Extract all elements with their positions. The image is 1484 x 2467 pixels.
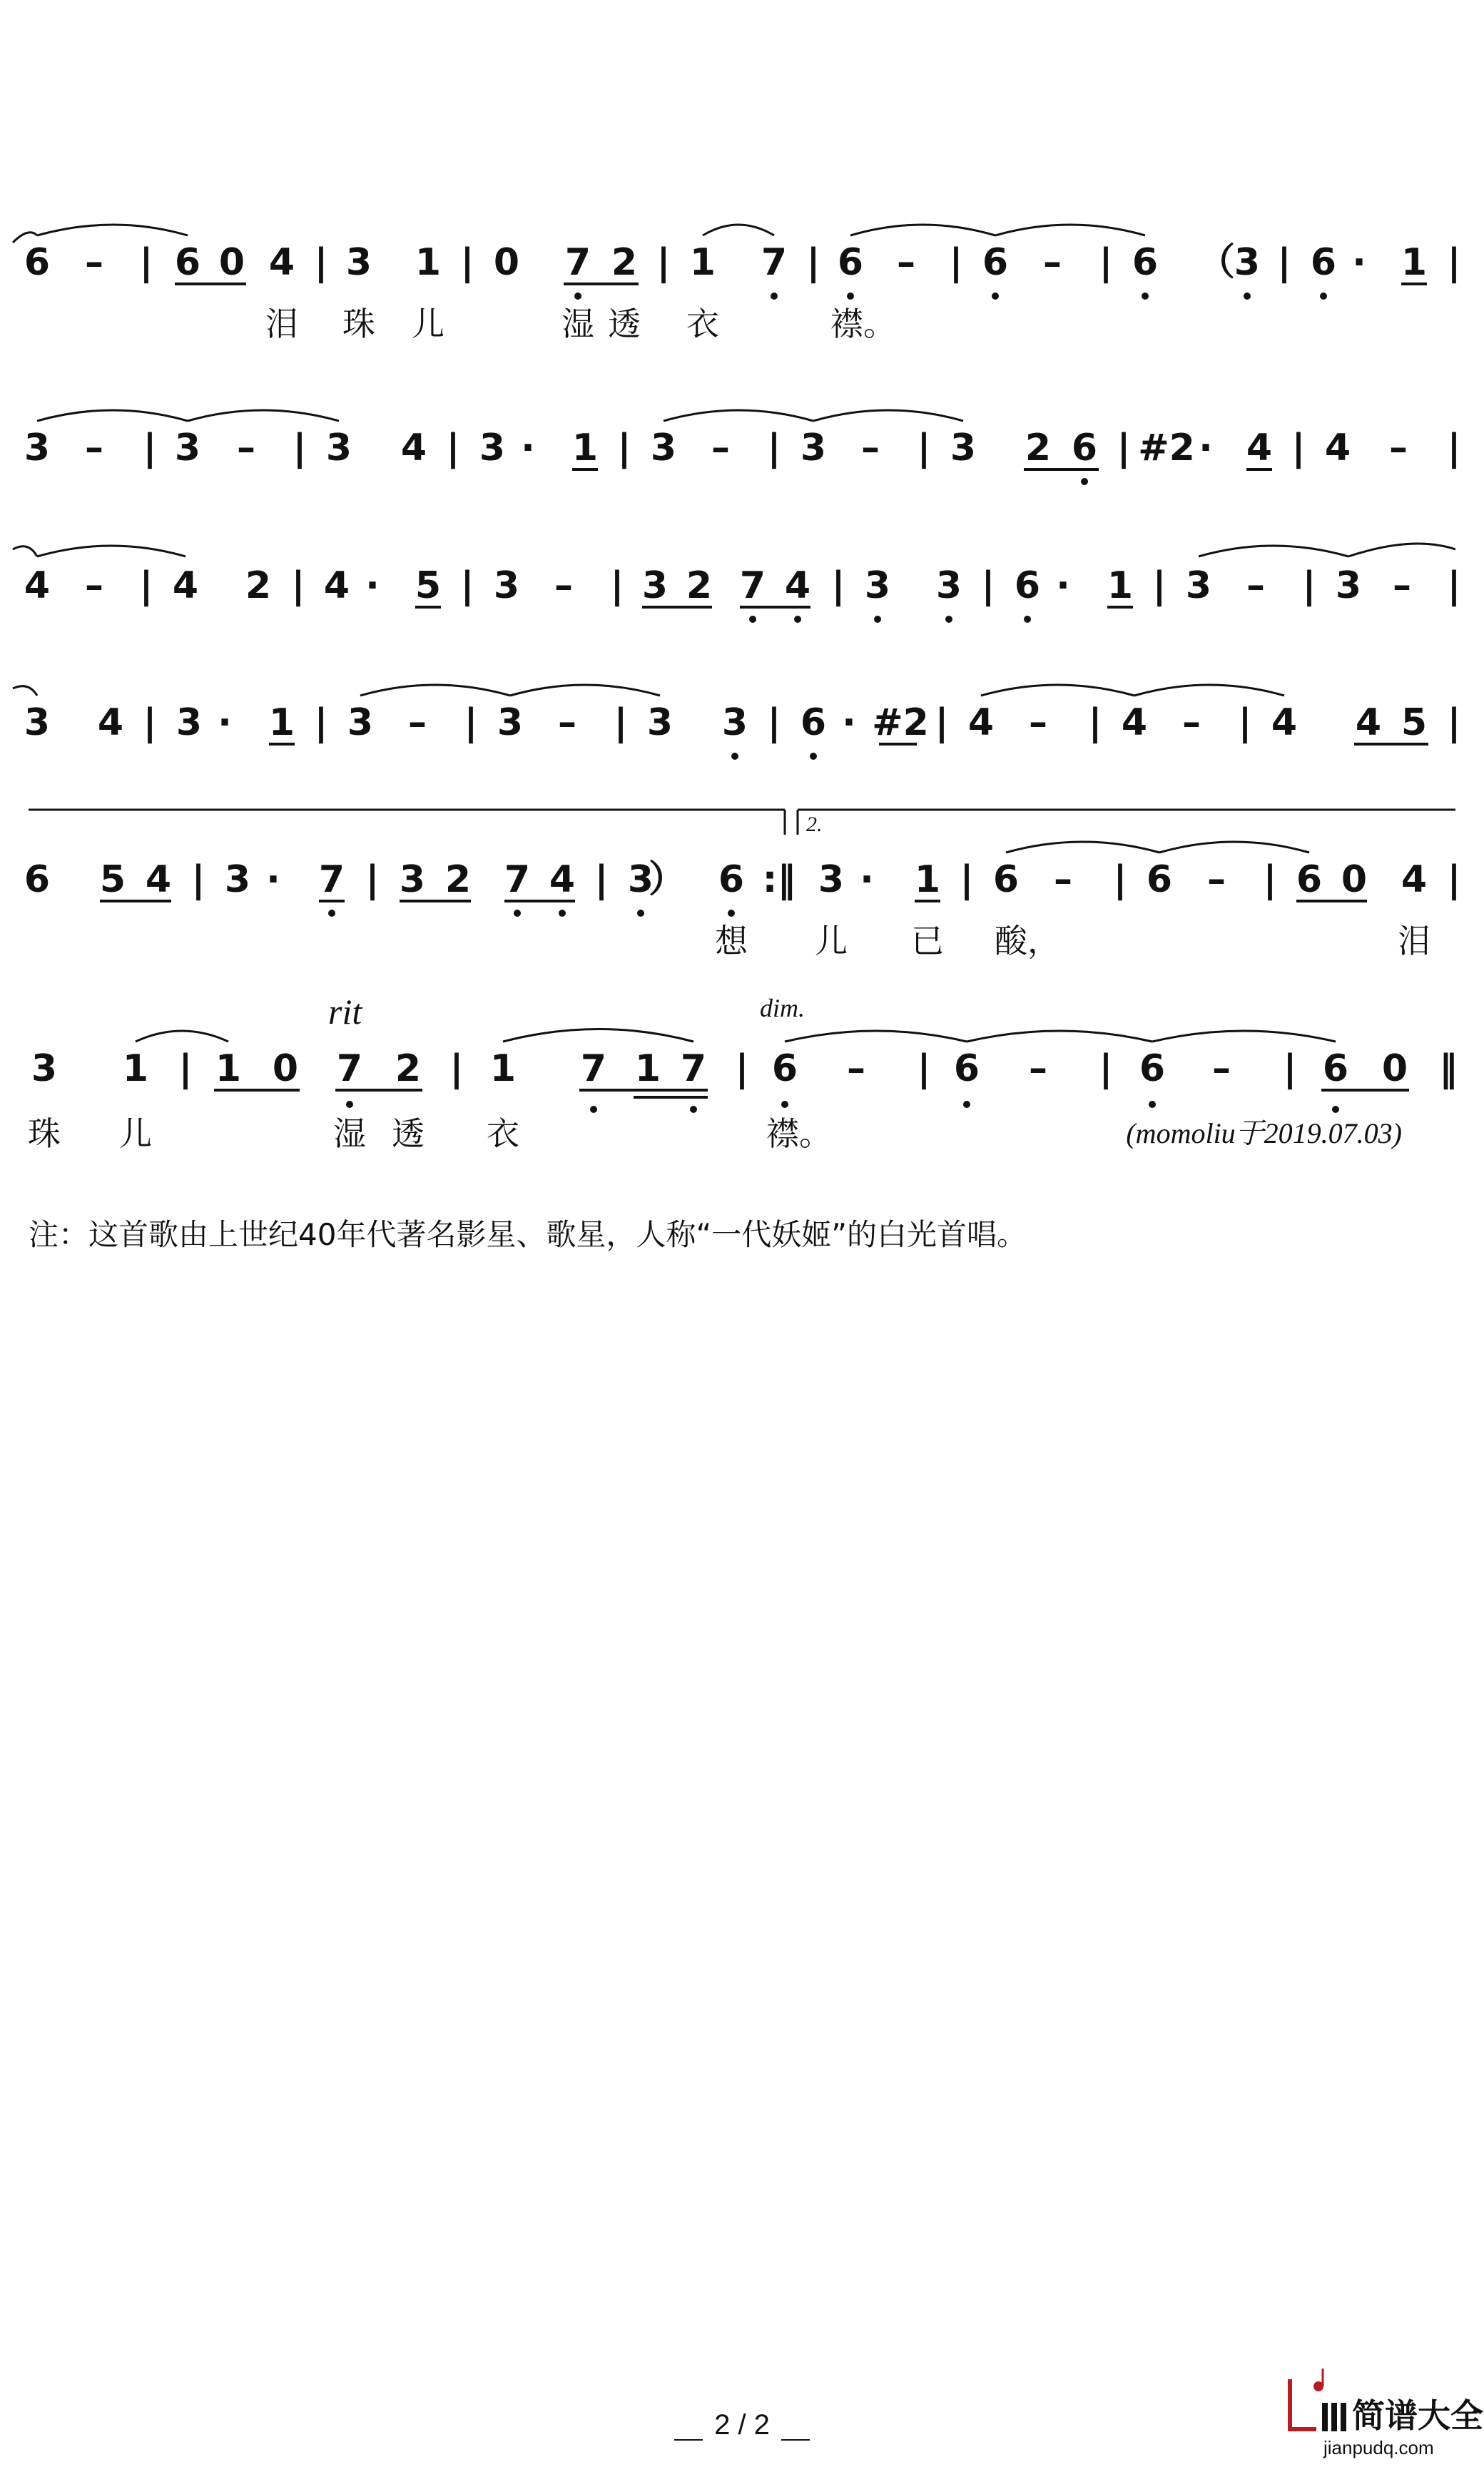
note: 3 [347, 701, 374, 744]
lyric: 儿 [412, 305, 444, 343]
barline: | [767, 701, 781, 744]
note: 6 [1132, 241, 1159, 284]
tie [981, 685, 1134, 696]
octave-dot [847, 293, 854, 300]
barline: | [365, 858, 380, 901]
volta-label: 2. [806, 813, 823, 836]
octave-dot [637, 910, 644, 917]
lyric: 泪 [1398, 922, 1430, 960]
dash: – [85, 241, 103, 284]
octave-dot [1081, 478, 1088, 485]
barline: | [617, 427, 631, 469]
note: 6 [1296, 858, 1323, 901]
sharp-note: #2 [1138, 427, 1195, 469]
lyric: 儿 [119, 1114, 152, 1153]
note: 0 [272, 1047, 299, 1090]
barline: | [449, 1047, 464, 1090]
note: 3 [641, 564, 669, 607]
tie [503, 1029, 693, 1042]
note: 6 [1310, 241, 1337, 284]
barline: | [981, 564, 995, 607]
note: 3 [497, 701, 524, 744]
octave-dot [731, 753, 738, 760]
tie [1159, 842, 1309, 853]
tie [1199, 546, 1348, 556]
dash: – [1212, 1047, 1231, 1090]
barline: | [594, 858, 609, 901]
paren: （ [1197, 241, 1236, 284]
footnote: 注：这首歌由上世纪40年代著名影星、歌星，人称“一代妖姬”的白光首唱。 [29, 1217, 1027, 1252]
barline: | [1113, 858, 1127, 901]
dash: – [711, 427, 730, 469]
tie [1006, 842, 1159, 853]
barline: | [314, 241, 328, 284]
tie [188, 410, 339, 421]
dash: – [847, 1047, 865, 1090]
lyric: 湿 [561, 305, 594, 343]
note: 3 [24, 427, 51, 469]
note: 3 [646, 701, 674, 744]
barline: | [178, 1047, 193, 1090]
note: 4 [97, 701, 124, 744]
dash: – [237, 427, 255, 469]
note: 6 [1322, 1047, 1349, 1090]
note: 2 [444, 858, 472, 901]
note: 3 [1234, 241, 1261, 284]
dash: – [1182, 701, 1201, 744]
note: 7 [336, 1047, 363, 1090]
note: 4 [967, 701, 995, 744]
barline: | [806, 241, 820, 284]
tie [13, 546, 37, 556]
note: 1 [489, 1047, 517, 1090]
dash: – [897, 241, 915, 284]
barline: | [935, 701, 949, 744]
barline: | [1238, 701, 1252, 744]
note: 0 [218, 241, 245, 284]
barline: | [139, 564, 153, 607]
note: 1 [634, 1047, 661, 1090]
system-3 [13, 544, 1461, 623]
note: 3 [627, 858, 654, 901]
repeat-end: :‖ [762, 858, 796, 901]
barline: | [735, 1047, 749, 1090]
note: 6 [718, 858, 745, 901]
dash: – [1043, 241, 1062, 284]
site-logo [1290, 2369, 1483, 2458]
tie [13, 686, 37, 696]
note: 7 [580, 1047, 607, 1090]
octave-dot [328, 910, 335, 917]
dash: – [554, 564, 573, 607]
barline: | [1447, 427, 1461, 469]
note: 4 [1271, 701, 1298, 744]
note: 6 [24, 241, 51, 284]
system-1 [13, 225, 1461, 343]
logo-name: 简谱大全 [1352, 2396, 1483, 2435]
lyric: 透 [392, 1114, 425, 1153]
tie [37, 410, 188, 421]
lyric: 酸， [995, 922, 1060, 960]
note: 4 [1401, 858, 1428, 901]
dot: · [860, 858, 874, 901]
barline: | [143, 427, 157, 469]
note: 1 [268, 701, 295, 744]
note: 4 [323, 564, 350, 607]
barline: | [960, 858, 974, 901]
octave-dot [749, 616, 756, 623]
system-2 [24, 410, 1461, 485]
octave-dot [590, 1106, 597, 1113]
barline: | [1088, 701, 1102, 744]
barline: | [949, 241, 963, 284]
barline: | [464, 701, 478, 744]
note: 3 [174, 427, 201, 469]
octave-dot [771, 293, 778, 300]
paren: ） [648, 858, 686, 901]
dash: – [85, 427, 103, 469]
barline: | [293, 427, 307, 469]
note: 6 [1139, 1047, 1166, 1090]
dot: · [1352, 241, 1366, 284]
octave-dot [1142, 293, 1149, 300]
note: 1 [689, 241, 716, 284]
note: 6 [24, 858, 51, 901]
note: 3 [493, 564, 520, 607]
lyric: 透 [608, 305, 641, 343]
dash: – [558, 701, 576, 744]
note: 4 [1355, 701, 1382, 744]
note: 4 [400, 427, 427, 469]
barline: | [191, 858, 205, 901]
lyric: 珠 [342, 305, 375, 343]
octave-dot [574, 293, 581, 300]
note: 6 [771, 1047, 798, 1090]
lyric: 衣 [686, 305, 719, 343]
note: 4 [1246, 427, 1273, 469]
note: 6 [837, 241, 864, 284]
dash: – [1246, 564, 1265, 607]
barline: | [767, 427, 781, 469]
note: 3 [399, 858, 426, 901]
page-footer [674, 2409, 810, 2441]
tie [1134, 685, 1284, 696]
dash: – [1054, 858, 1072, 901]
note: 7 [318, 858, 345, 901]
barline: | [1277, 241, 1291, 284]
octave-dot [1320, 293, 1327, 300]
barline: | [291, 564, 305, 607]
tie [37, 225, 188, 235]
barline: | [614, 701, 628, 744]
logo-url: jianpudq.com [1323, 2437, 1434, 2458]
note: 1 [571, 427, 599, 469]
barline: | [917, 427, 931, 469]
note: 6 [992, 858, 1020, 901]
note: 3 [1185, 564, 1212, 607]
note: 6 [800, 701, 827, 744]
note: 3 [800, 427, 827, 469]
note: 2 [686, 564, 713, 607]
note: 5 [99, 858, 126, 901]
note: 7 [564, 241, 591, 284]
note: 4 [145, 858, 172, 901]
note: 3 [325, 427, 352, 469]
dash: – [1207, 858, 1226, 901]
octave-dot [1024, 616, 1031, 623]
tie [703, 225, 774, 235]
dash: – [1393, 564, 1411, 607]
note: 4 [549, 858, 576, 901]
note: 0 [493, 241, 520, 284]
barline: | [917, 1047, 931, 1090]
note: 1 [415, 241, 442, 284]
note: 0 [1381, 1047, 1408, 1090]
octave-dot [992, 293, 999, 300]
barline: | [1447, 858, 1461, 901]
tie [136, 1031, 228, 1042]
tie [360, 685, 510, 696]
note: 7 [739, 564, 766, 607]
dot: · [521, 427, 535, 469]
octave-dot [346, 1101, 353, 1108]
note: 6 [982, 241, 1009, 284]
rit-marking: rit [328, 992, 362, 1032]
barline: | [314, 701, 328, 744]
tie [1152, 1031, 1336, 1042]
note: 3 [818, 858, 845, 901]
tie [813, 410, 963, 421]
note: 3 [24, 701, 51, 744]
barline: | [656, 241, 671, 284]
note: 3 [950, 427, 977, 469]
note: 3 [176, 701, 203, 744]
note: 3 [31, 1047, 58, 1090]
tie [664, 410, 813, 421]
barline: | [1263, 858, 1277, 901]
lyric: 衣 [487, 1114, 519, 1153]
note: 1 [1107, 564, 1134, 607]
piano-icon [1290, 2369, 1346, 2431]
note: 4 [268, 241, 295, 284]
dash: – [1389, 427, 1408, 469]
barline: | [1447, 701, 1461, 744]
note: 3 [650, 427, 677, 469]
note: 2 [245, 564, 272, 607]
barline: | [1447, 564, 1461, 607]
note: 1 [215, 1047, 242, 1090]
barline: | [1447, 241, 1461, 284]
transcriber-credit: (momoliu于2019.07.03) [1126, 1117, 1402, 1149]
dash: – [408, 701, 427, 744]
note: 6 [174, 241, 201, 284]
note: 5 [415, 564, 442, 607]
octave-dot [874, 616, 881, 623]
barline: | [139, 241, 153, 284]
dash: – [1029, 701, 1047, 744]
dot: · [1056, 564, 1070, 607]
barline: | [1099, 1047, 1113, 1090]
system-4 [13, 685, 1461, 760]
octave-dot [514, 910, 521, 917]
octave-dot [1149, 1101, 1156, 1108]
octave-dot [781, 1101, 788, 1108]
tie [1348, 544, 1455, 556]
dim-marking: dim. [760, 994, 805, 1022]
dot: · [218, 701, 232, 744]
dot: · [1199, 427, 1213, 469]
octave-dot [1244, 293, 1251, 300]
note: 7 [504, 858, 531, 901]
lyric: 儿 [815, 922, 848, 960]
dash: – [861, 427, 880, 469]
octave-dot [690, 1106, 697, 1113]
note: 6 [1146, 858, 1173, 901]
barline: | [1117, 427, 1131, 469]
dash: – [1029, 1047, 1047, 1090]
dot: · [842, 701, 856, 744]
dash: – [85, 564, 103, 607]
tie [785, 1031, 967, 1042]
octave-dot [1332, 1106, 1339, 1113]
lyric: 已 [911, 922, 944, 960]
note: 4 [1121, 701, 1148, 744]
barline: | [1291, 427, 1306, 469]
tie [850, 225, 995, 235]
octave-dot [963, 1101, 970, 1108]
note: 2 [611, 241, 638, 284]
tie [37, 546, 186, 556]
barline: | [460, 564, 474, 607]
note: 3 [1335, 564, 1362, 607]
tie [995, 225, 1145, 235]
page-number: 2 / 2 [714, 2409, 770, 2441]
note: 4 [24, 564, 51, 607]
dot: · [266, 858, 280, 901]
lyric: 襟。 [830, 305, 896, 343]
note: 2 [395, 1047, 422, 1090]
barline: | [1152, 564, 1167, 607]
tie [967, 1031, 1152, 1042]
note: 6 [953, 1047, 980, 1090]
final-barline: ‖ [1439, 1047, 1458, 1090]
note: 4 [784, 564, 811, 607]
note: 1 [1401, 241, 1428, 284]
octave-dot [728, 910, 735, 917]
note: 5 [1401, 701, 1428, 744]
barline: | [610, 564, 624, 607]
note: 2 [1025, 427, 1052, 469]
note: 1 [914, 858, 941, 901]
barline: | [446, 427, 460, 469]
octave-dot [794, 616, 801, 623]
note: 0 [1341, 858, 1368, 901]
sharp-note: #2 [872, 701, 929, 744]
barline: | [460, 241, 474, 284]
barline: | [1099, 241, 1113, 284]
note: 3 [864, 564, 891, 607]
barline: | [1302, 564, 1316, 607]
note: 3 [345, 241, 372, 284]
note: 7 [680, 1047, 707, 1090]
barline: | [831, 564, 845, 607]
lyric: 珠 [28, 1114, 61, 1153]
system-5 [24, 810, 1461, 960]
tie [510, 685, 660, 696]
dot: · [365, 564, 380, 607]
lyric: 想 [715, 922, 748, 960]
note: 3 [935, 564, 962, 607]
note: 4 [172, 564, 199, 607]
note: 7 [761, 241, 788, 284]
note: 3 [721, 701, 748, 744]
note: 3 [224, 858, 251, 901]
system-6 [28, 992, 1458, 1153]
note: 3 [479, 427, 506, 469]
note: 6 [1014, 564, 1041, 607]
lyric: 襟。 [766, 1114, 832, 1153]
note: 4 [1324, 427, 1351, 469]
octave-dot [559, 910, 566, 917]
barline: | [143, 701, 157, 744]
octave-dot [810, 753, 817, 760]
note: 1 [122, 1047, 149, 1090]
lyric: 湿 [333, 1114, 366, 1153]
lyric: 泪 [265, 305, 298, 343]
octave-dot [945, 616, 952, 623]
note: 6 [1071, 427, 1098, 469]
barline: | [1283, 1047, 1297, 1090]
